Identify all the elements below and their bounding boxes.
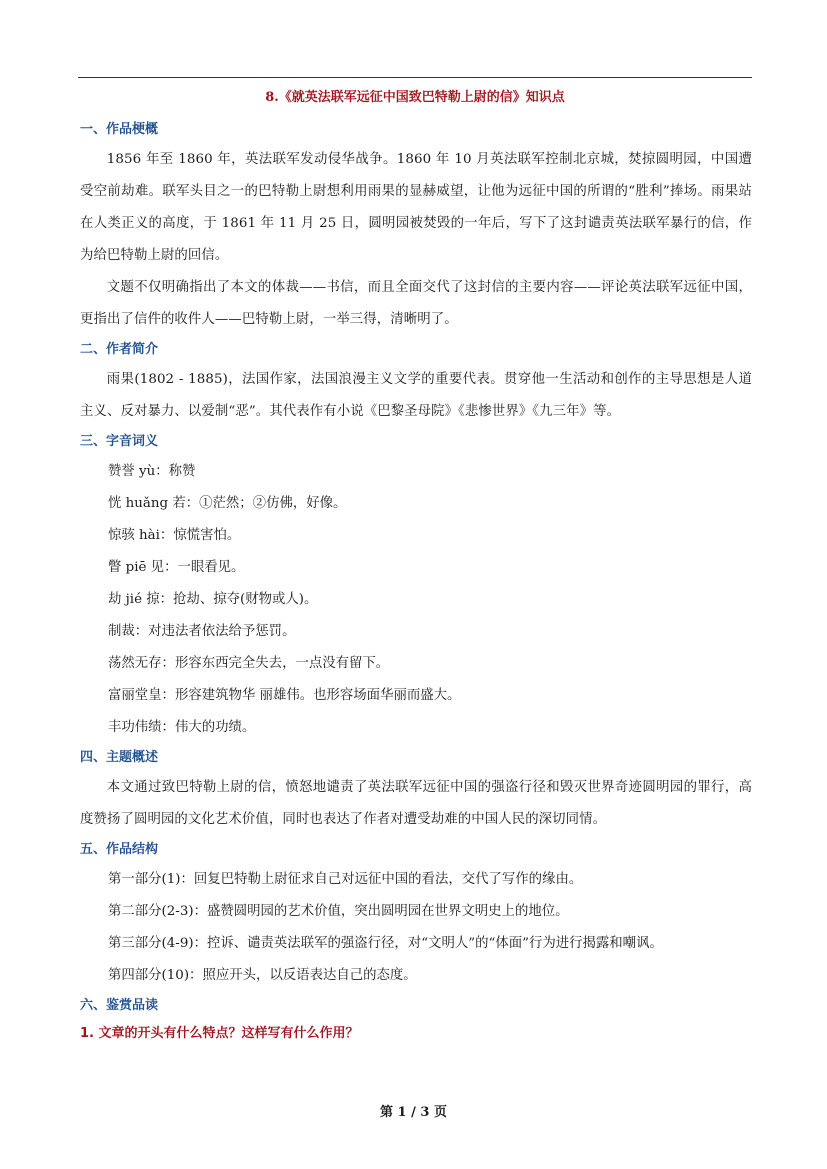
section-heading-synopsis: 一、作品梗概: [80, 122, 159, 137]
header-rule: [78, 77, 752, 78]
synopsis-paragraph-2: 文题不仅明确指出了本文的体裁——书信，而且全面交代了这封信的主要内容——评论英法联军远征中国，更指出了信件的收件人——巴特勒上尉，一举三得，清晰明了。: [80, 280, 752, 327]
section-heading-appreciation: 六、鉴赏品读: [80, 998, 159, 1013]
vocab-item: 瞥 piē 见：一眼看见。: [108, 560, 245, 575]
vocab-item: 劫 jié 掠：抢劫、掠夺(财物或人)。: [108, 592, 318, 607]
vocab-item: 恍 huǎng 若：①茫然；②仿佛，好像。: [108, 496, 347, 511]
structure-item: 第四部分(10)：照应开头，以反语表达自己的态度。: [108, 968, 417, 983]
theme-paragraph: 本文通过致巴特勒上尉的信，愤怒地谴责了英法联军远征中国的强盗行径和毁灭世界奇迹圆明园的罪行，高度赞扬了圆明园的文化艺术价值，同时也表达了作者对遭受劫难的中国人民的深切同情。: [80, 780, 752, 827]
vocab-item: 富丽堂皇：形容建筑物华 丽雄伟。也形容场面华丽而盛大。: [108, 688, 461, 703]
vocab-item: 赞誉 yù：称赞: [108, 464, 196, 479]
section-heading-author: 二、作者简介: [80, 342, 159, 357]
synopsis-paragraph-1: 1856 年至 1860 年，英法联军发动侵华战争。1860 年 10 月英法联军控制北京城，焚掠圆明园，中国遭受空前劫难。联军头目之一的巴特勒上尉想利用雨果的显赫威望，让他为远征中国的所谓的“胜利”捧场。雨果站在人类正义的高度，于 1861 年 11 月 25 日，圆明园被焚毁的一年后，写下了这封谴责英法联军暴行的信，作为给巴特勒上尉的回信。: [80, 152, 752, 263]
question-1: 1. 文章的开头有什么特点？这样写有什么作用？: [80, 1026, 359, 1041]
vocab-item: 制裁：对违法者依法给予惩罚。: [108, 624, 296, 639]
section-heading-structure: 五、作品结构: [80, 842, 159, 857]
section-heading-vocabulary: 三、字音词义: [80, 434, 159, 449]
vocab-item: 丰功伟绩：伟大的功绩。: [108, 720, 256, 735]
document-body: [80, 116, 752, 1048]
section-heading-theme: 四、主题概述: [80, 750, 159, 765]
structure-item: 第三部分(4-9)：控诉、谴责英法联军的强盗行径，对“文明人”的“体面”行为进行揭露和嘲讽。: [108, 936, 663, 951]
page-number: 第 1 / 3 页: [380, 1105, 447, 1120]
structure-item: 第一部分(1)：回复巴特勒上尉征求自己对远征中国的看法，交代了写作的缘由。: [108, 872, 583, 887]
vocab-item: 惊骇 hài：惊慌害怕。: [108, 528, 241, 543]
vocab-item: 荡然无存：形容东西完全失去，一点没有留下。: [108, 656, 390, 671]
document-title: 8.《就英法联军远征中国致巴特勒上尉的信》知识点: [265, 90, 565, 105]
author-paragraph: 雨果(1802 - 1885)，法国作家，法国浪漫主义文学的重要代表。贯穿他一生活动和创作的主导思想是人道主义、反对暴力、以爱制“恶”。其代表作有小说《巴黎圣母院》《悲惨世界》《九三年》等。: [80, 372, 752, 419]
structure-item: 第二部分(2-3)：盛赞圆明园的艺术价值，突出圆明园在世界文明史上的地位。: [108, 904, 569, 919]
